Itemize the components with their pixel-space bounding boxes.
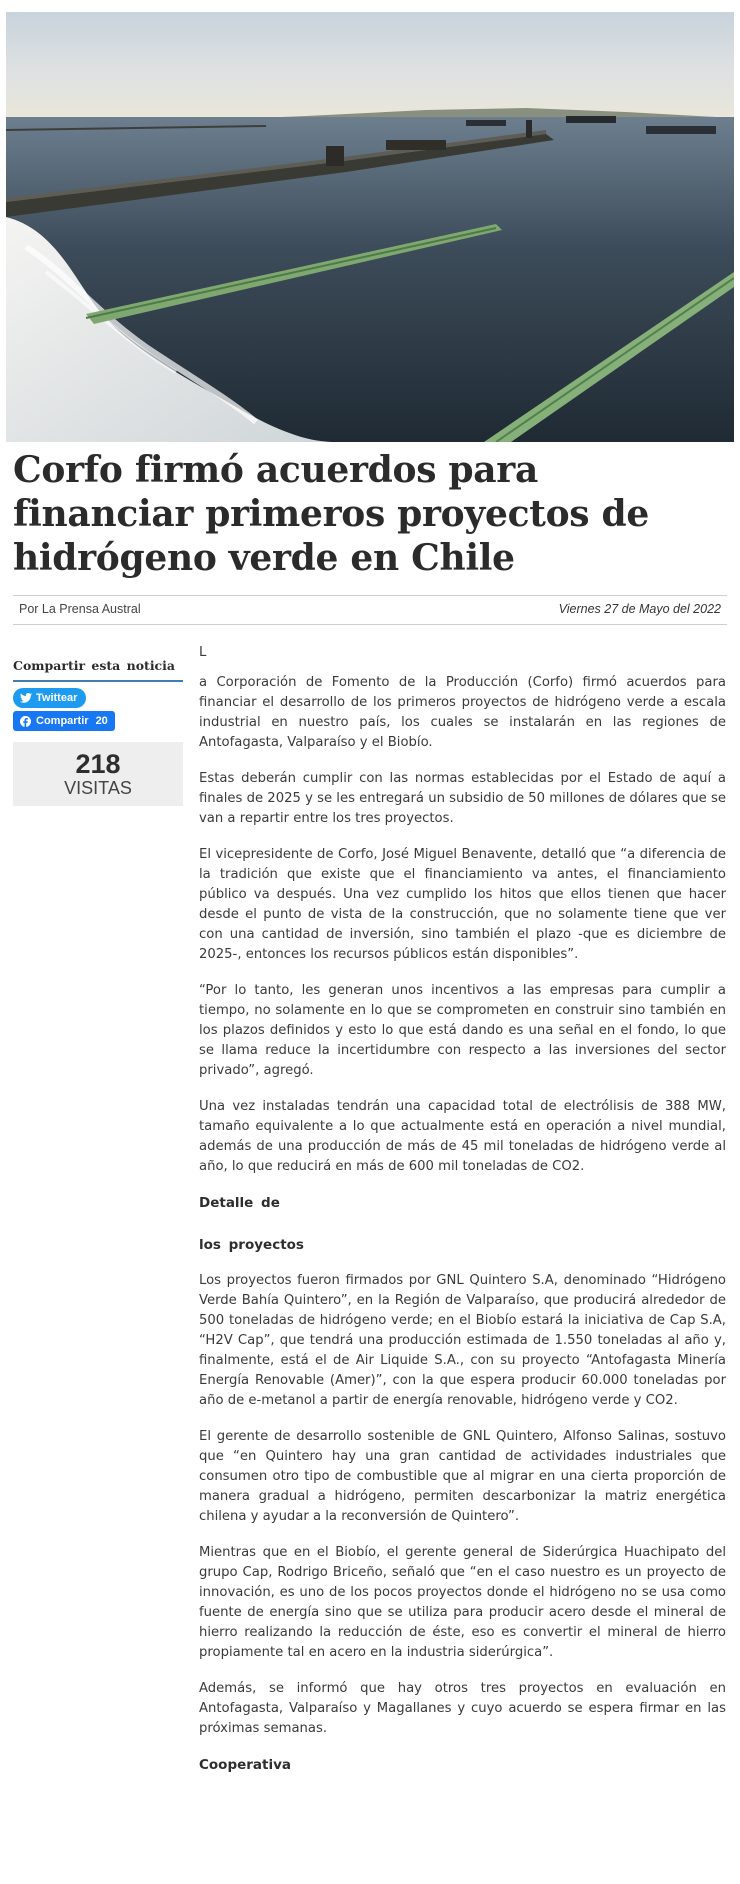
paragraph-6: Los proyectos fueron firmados por GNL Quintero S.A, denominado “Hidrógeno Verde Bahía Quintero”, en la Región de Valparaíso, que producirá alrededor de 500 toneladas de hidrógeno verde; en el Biobío estará la iniciativa de Cap S.A, “H2V Cap”, que tendrá una producción estimada de 1.550 toneladas al año y, finalmente, está el de Air Liquide S.A., con su proyecto “Antofagasta Minería Energía Renovable (Amer)”, con la que espera producir 60.000 toneladas por año de e-metanol a partir de energía renovable, hidrógeno verde y CO2. [199,1273,726,1408]
twitter-label: Twittear [36,692,78,704]
visits-count: 218 [75,749,121,779]
facebook-label: Compartir [36,715,89,727]
article-body [199,643,726,1791]
hero-image [6,12,734,442]
paragraph-5: Una vez instaladas tendrán una capacidad total de electrólisis de 388 MW, tamaño equivalente a lo que actualmente está en operación a nivel mundial, además de una producción de más de 45 mil toneladas de hidrógeno verde al año, lo que reducirá en más de 600 mil toneladas de CO2. [199,1099,726,1174]
section-heading-detalle: Detalle de [199,1195,280,1211]
publish-date: Viernes 27 de Mayo del 2022 [558,602,721,616]
facebook-share-button[interactable] [13,711,115,731]
byline-bar [13,595,727,625]
paragraph-9: Además, se informó que hay otros tres proyectos en evaluación en Antofagasta, Valparaíso y Magallanes y cuyo acuerdo se espera firmar en las próximas semanas. [199,1681,726,1736]
visits-counter [13,742,183,806]
paragraph-3: El vicepresidente de Corfo, José Miguel Benavente, detalló que “a diferencia de la tradición que existe que el financiamiento va antes, el financiamiento público va después. Una vez cumplido los hitos que ellos tienen que hacer desde el punto de vista de la construcción, que no solamente tiene que ver con una cantidad de inversión, sino también el plazo -que es diciembre de 2025-, entonces los recursos públicos están disponibles”. [199,847,726,962]
paragraph-7: El gerente de desarrollo sostenible de GNL Quintero, Alfonso Salinas, sostuvo que “en Quintero hay una gran cantidad de actividades industriales que consumen otro tipo de combustible que al migrar en una cierta proporción de manera gradual a hidrógeno, permiten descarbonizar la matriz energética chilena y ayudar a la reconversión de Quintero”. [199,1429,726,1524]
visits-label: VISITAS [64,778,132,798]
article-title: Corfo firmó acuerdos para financiar primeros proyectos de hidrógeno verde en Chile [13,449,649,579]
share-title: Compartir esta noticia [13,658,183,682]
paragraph-8: Mientras que en el Biobío, el gerente general de Siderúrgica Huachipato del grupo Cap, Rodrigo Briceño, señaló que “en el caso nuestro es un proyecto de innovación, es uno de los pocos proyectos donde el hidrógeno no se usa como fuente de energía sino que se utiliza para producir acero desde el mineral de hierro realizando la reducción de éste, eso es convertir el mineral de hierro propiamente tal en acero en la industria siderúrgica”. [199,1545,726,1660]
facebook-share-count: 20 [95,715,108,727]
dropcap-letter: L [199,645,207,660]
twitter-bird-icon [20,693,32,703]
facebook-icon [20,716,31,727]
paragraph-1: a Corporación de Fomento de la Producción (Corfo) firmó acuerdos para financiar el desarrollo de los primeros proyectos de hidrógeno verde a escala industrial en nuestro país, los cuales se instalarán en las regiones de Antofagasta, Valparaíso y el Biobío. [199,675,726,750]
section-heading-proyectos: los proyectos [199,1237,304,1253]
source-heading: Cooperativa [199,1757,292,1773]
byline: Por La Prensa Austral [19,602,141,616]
twitter-share-button[interactable] [13,688,86,708]
paragraph-4: “Por lo tanto, les generan unos incentivos a las empresas para cumplir a tiempo, no solamente en lo que se comprometen en construir sino también en los plazos definidos y esto lo que está dando es una señal en el fondo, lo que se llama reduce la incertidumbre con respecto a las inversiones del sector privado”, agregó. [199,983,726,1078]
hero-photo [6,12,734,442]
paragraph-2: Estas deberán cumplir con las normas establecidas por el Estado de aquí a finales de 2025 y se les entregará un subsidio de 50 millones de dólares que se van a repartir entre los tres proyectos. [199,771,726,826]
